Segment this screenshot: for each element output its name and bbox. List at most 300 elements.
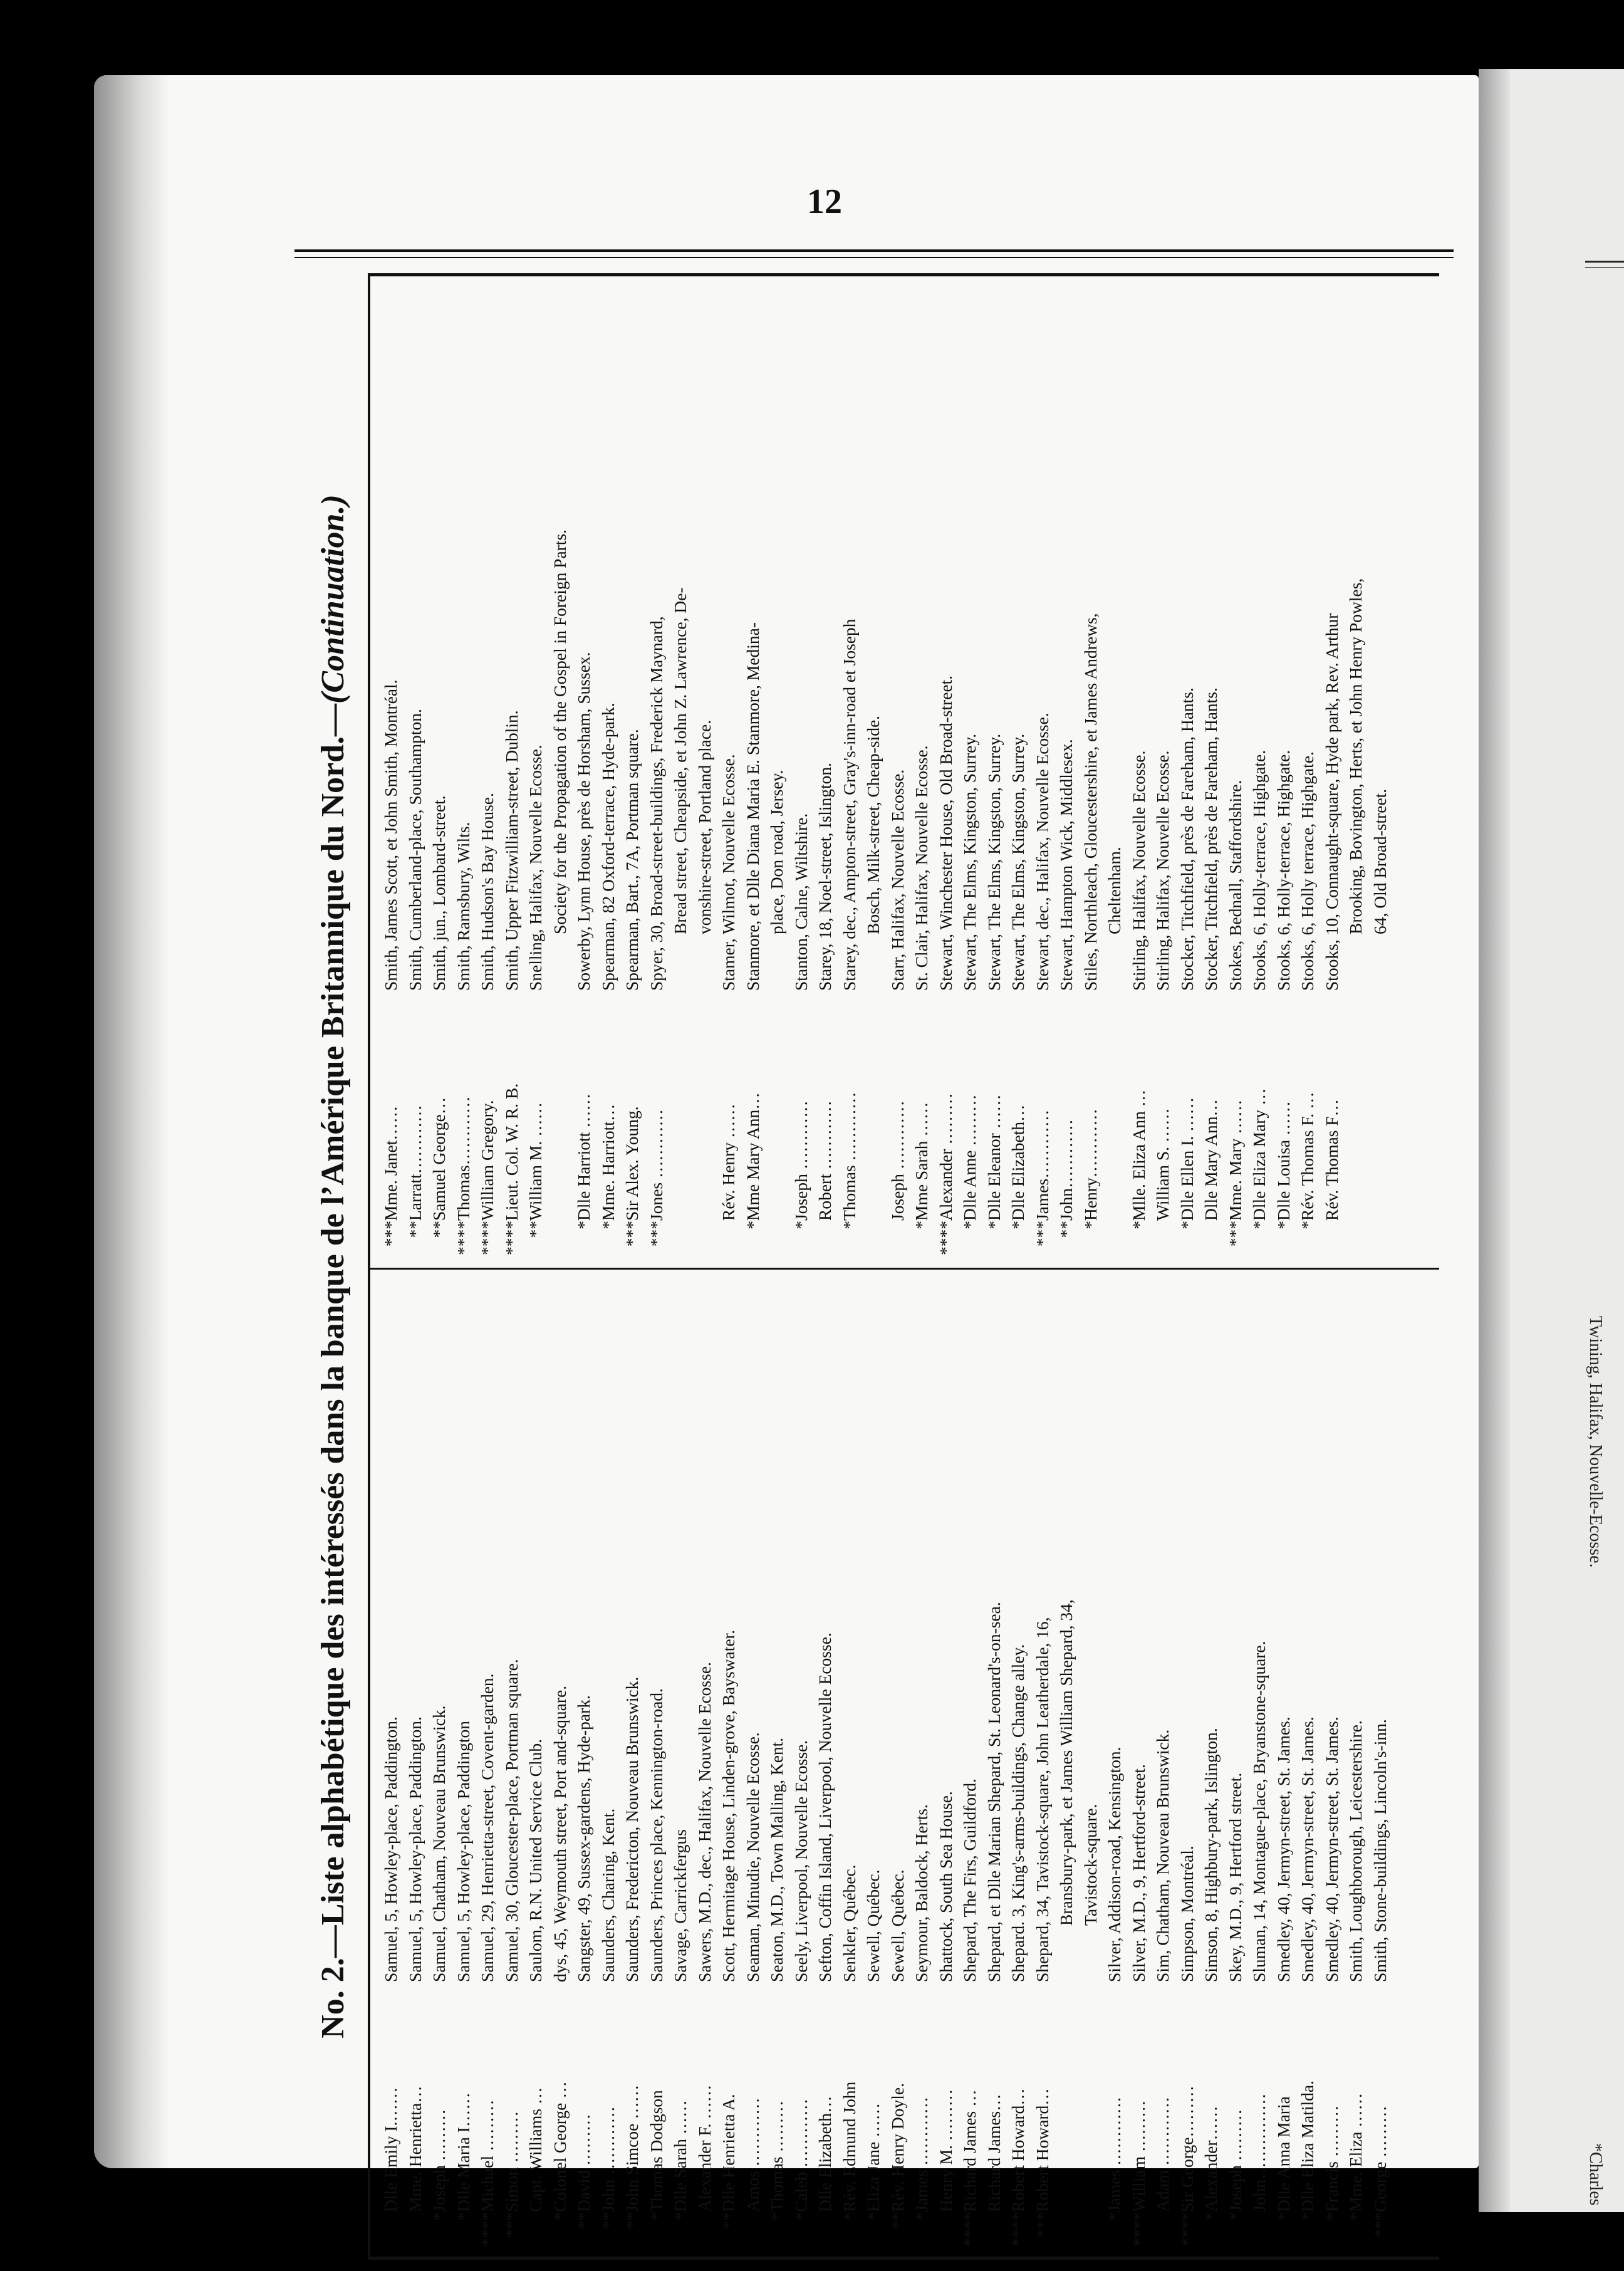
share-stars: ***	[1370, 2212, 1390, 2238]
list-item	[1031, 279, 1055, 1257]
share-stars: ***	[1032, 1221, 1052, 1247]
given-name: Samuel George…	[429, 1097, 449, 1221]
list-item	[596, 279, 621, 1257]
share-stars: ***	[381, 1221, 400, 1247]
entry-address: Stiles, Northleach, Gloucestershire, et James Andrews,	[1080, 613, 1100, 991]
given-name: Mme. Mary ……	[1225, 1099, 1245, 1221]
given-name: James …………	[912, 2096, 931, 2212]
list-item	[1320, 279, 1345, 1257]
entry-address: Stewart, Winchester House, Old Broad-street.	[935, 675, 955, 991]
entry-name	[958, 1982, 982, 2248]
entry-address: Saunders, Charing, Kent.	[598, 1808, 618, 1982]
entry-name	[1296, 991, 1320, 1257]
list-item	[958, 1271, 982, 2248]
list-item	[910, 1271, 934, 2248]
entry-name	[1031, 991, 1055, 1257]
adjacent-page	[1510, 69, 1624, 2212]
share-stars: *	[1346, 2212, 1365, 2221]
list-item	[1127, 279, 1152, 1257]
share-stars: **	[429, 1221, 449, 1238]
entry-address: Silver, M.D., 9, Hertford-street.	[1128, 1764, 1148, 1982]
table-left-rule	[368, 2257, 1439, 2260]
entry-name	[693, 991, 717, 1257]
given-name: William ………	[1128, 2100, 1148, 2212]
list-item	[1054, 1271, 1079, 2248]
list-item	[1320, 1271, 1345, 2248]
entry-name	[1247, 1982, 1272, 2248]
entry-name	[934, 991, 959, 1257]
list-item	[741, 279, 766, 1257]
entry-name	[524, 991, 548, 1257]
entry-address: Smedley, 40, Jermyn-street, St. James.	[1298, 1716, 1317, 1982]
entry-address: Stocker, Titchfield, près de Fareham, Hants.	[1177, 687, 1197, 991]
list-item	[669, 279, 693, 1257]
given-name: Mme. Henrietta…	[405, 2086, 425, 2212]
header-rule	[294, 249, 1454, 258]
entry-address: Tavistock-square.	[1080, 1804, 1100, 1926]
entry-address: place, Don road, Jersey.	[767, 770, 786, 934]
entry-name	[813, 1982, 838, 2248]
entry-address: Sefton, Coffin Island, Liverpool, Nouvelle Ecosse.	[815, 1632, 835, 1982]
given-name: Rév. Henry ……	[719, 1104, 738, 1221]
entry-name	[427, 991, 452, 1257]
entry-address: Shepard. 3, King's-arms-buildings, Change alley.	[1008, 1644, 1028, 1982]
entry-name	[1006, 991, 1031, 1257]
entry-address: Starey, dec., Ampton-street, Gray's-inn-road et Joseph	[839, 619, 859, 991]
entry-address: Sewell, Québec.	[863, 1869, 883, 1982]
entry-name	[765, 1982, 789, 2248]
entry-name	[934, 1982, 959, 2248]
entry-address: Brooking, Bovington, Herts, et John Henry Powles,	[1346, 578, 1365, 934]
list-item	[838, 1271, 862, 2248]
entry-address: Silver, Addison-road, Kensington.	[1105, 1746, 1124, 1982]
entry-name	[1175, 991, 1200, 1257]
share-stars: *	[767, 2212, 786, 2221]
list-item	[596, 1271, 621, 2248]
entry-name	[1272, 1982, 1296, 2248]
share-stars: ****	[1128, 2212, 1148, 2247]
share-stars: **	[1056, 1221, 1076, 1238]
entry-name	[452, 1982, 476, 2248]
list-item	[741, 1271, 766, 2248]
left-column	[379, 1271, 1392, 2248]
given-name: Lieut. Col. W. R. B.	[501, 1083, 521, 1221]
entry-name	[452, 991, 476, 1257]
share-stars: **	[405, 1221, 425, 1238]
share-stars: *	[1273, 2212, 1293, 2221]
list-item	[1368, 279, 1393, 1257]
list-item	[1006, 1271, 1031, 2248]
entry-name	[1320, 1982, 1345, 2248]
share-stars: *	[839, 2212, 859, 2221]
entry-address: Starey, 18, Noel-street, Islington.	[815, 762, 835, 991]
given-name: Dlle Elizabeth…	[815, 2096, 835, 2212]
entry-name	[1199, 1982, 1224, 2248]
entry-address: Spearman, 82 Oxford-terrace, Hyde-park.	[598, 702, 618, 991]
share-stars: *	[1273, 1221, 1293, 1229]
given-name: Alexander F. ……	[694, 2084, 714, 2212]
entry-address: 64, Old Broad-street.	[1370, 788, 1390, 934]
entry-name	[1151, 1982, 1175, 2248]
entry-name	[910, 1982, 934, 2248]
entry-address: Smith, Loughborough, Leicestershire.	[1346, 1720, 1365, 1982]
list-item	[717, 1271, 741, 2248]
given-name: Dlle Louisa ……	[1273, 1101, 1293, 1221]
entry-address: Smith, jun., Lombard-street.	[429, 795, 449, 991]
entry-address: Stewart, The Elms, Kingston, Surrey.	[1008, 733, 1028, 991]
entry-name	[1054, 1982, 1079, 2248]
entry-name	[1103, 991, 1127, 1257]
list-item	[1344, 279, 1368, 1257]
entry-name	[1127, 1982, 1152, 2248]
entry-name	[789, 1982, 814, 2248]
given-name: Richard James…	[984, 2094, 1004, 2212]
entry-name	[838, 1982, 862, 2248]
list-item	[813, 1271, 838, 2248]
entry-name	[427, 1982, 452, 2248]
given-name: Thomas ………	[767, 2101, 786, 2212]
share-stars: **	[526, 1221, 545, 1238]
share-stars: *	[574, 1221, 593, 1229]
entry-name	[1079, 1982, 1103, 2248]
entry-address: Stewart, Hampton Wick, Middlesex.	[1056, 739, 1076, 991]
entry-address: Stocker, Titchfield, près de Fareham, Hants.	[1201, 687, 1221, 991]
share-stars: ****	[477, 2212, 497, 2247]
share-stars: *	[912, 1221, 931, 1229]
entry-name	[1103, 1982, 1127, 2248]
share-stars: **	[719, 2212, 738, 2230]
entry-address: Samuel, 30, Gloucester-place, Portman square.	[501, 1659, 521, 1982]
list-item	[500, 1271, 524, 2248]
share-stars: *	[1249, 1221, 1269, 1229]
entry-name	[572, 1982, 596, 2248]
given-name: Alexander……	[1201, 2106, 1221, 2212]
given-name: Larratt…………	[405, 1105, 425, 1221]
list-item	[1199, 1271, 1224, 2248]
entry-address: Simson, 8, Highbury-park, Islington.	[1201, 1728, 1221, 1982]
list-item	[379, 279, 403, 1257]
entry-address: Scott, Hermitage House, Linden-grove, Bayswater.	[719, 1629, 738, 1982]
list-item	[1151, 279, 1175, 1257]
entry-address: Smedley, 40, Jermyn-street, St. James.	[1321, 1716, 1341, 1982]
list-item	[1151, 1271, 1175, 2248]
share-stars: *	[1321, 2212, 1341, 2221]
list-item	[1272, 279, 1296, 1257]
title-continuation: (Continuation.)	[315, 494, 351, 704]
entry-name	[645, 1982, 669, 2248]
given-name: Henry…………	[1080, 1109, 1100, 1221]
entry-name	[765, 991, 789, 1257]
list-item	[403, 279, 428, 1257]
list-item	[886, 279, 910, 1257]
entry-name	[1224, 991, 1248, 1257]
entry-name	[1127, 991, 1152, 1257]
given-name: George ………	[1370, 2106, 1390, 2212]
list-item	[1175, 1271, 1200, 2248]
share-stars: *	[742, 1221, 763, 1229]
given-name: Mme. Eliza ……	[1346, 2092, 1365, 2212]
entry-address: Smith, James Scott, et John Smith, Montréal.	[381, 679, 400, 991]
list-item	[1079, 279, 1103, 1257]
given-name: William M. ……	[526, 1102, 545, 1221]
given-name: Mme. Harriott…	[598, 1104, 618, 1221]
list-item	[1103, 1271, 1127, 2248]
given-name: Alexander ………	[935, 1093, 955, 1221]
given-name: Rév. Thomas F…	[1321, 1099, 1341, 1221]
entry-address: Shattock, South Sea House.	[935, 1791, 955, 1982]
entry-address: Smith, Stone-buildings, Lincoln's-inn.	[1370, 1719, 1390, 1982]
share-stars: **	[887, 2212, 907, 2230]
given-name: Eliza Jane ……	[863, 2102, 883, 2212]
share-stars: ***	[501, 2212, 521, 2238]
entry-name	[1272, 991, 1296, 1257]
given-name: Dlle Harriott ……	[574, 1093, 593, 1221]
list-item	[620, 279, 645, 1257]
share-stars: *	[1201, 2212, 1221, 2221]
share-stars: *	[839, 1221, 859, 1229]
entry-name	[1296, 1982, 1320, 2248]
entry-name	[645, 991, 669, 1257]
entry-name	[693, 1982, 717, 2248]
share-stars: *	[1298, 2212, 1317, 2221]
entry-address: Bosch, Milk-street, Cheap-side.	[863, 715, 883, 934]
list-item	[476, 279, 500, 1257]
list-item	[789, 279, 814, 1257]
adjacent-page-text: Twining, Halifax, Nouvelle-Ecosse.	[1586, 1316, 1605, 1568]
share-stars: *	[960, 1221, 979, 1229]
entry-address: Stokes, Bednall, Staffordshire.	[1225, 780, 1245, 991]
entry-address: Stewart, The Elms, Kingston, Surrey.	[984, 733, 1004, 991]
list-item	[693, 1271, 717, 2248]
list-item	[548, 279, 573, 1257]
list-item	[765, 1271, 789, 2248]
share-stars: *	[670, 2212, 690, 2221]
adjacent-page-rule	[1585, 261, 1624, 268]
entry-address: Shepard, et Dlle Marian Shepard, St. Leonard's-on-sea.	[984, 1602, 1004, 1982]
share-stars: *	[549, 2212, 570, 2221]
entry-address: Bread street, Cheapside, et John Z. Lawrence, De-	[670, 587, 690, 934]
share-stars: ****	[477, 1221, 497, 1255]
list-item	[861, 1271, 886, 2248]
right-column	[379, 279, 1392, 1257]
list-item	[452, 279, 476, 1257]
entry-address: Stewart, The Elms, Kingston, Surrey.	[960, 733, 979, 991]
column-divider	[370, 1268, 1439, 1270]
adjacent-page-text-2: *Charles	[1586, 2143, 1605, 2206]
entry-address: Cheltenham.	[1105, 847, 1124, 934]
given-name: Rév. Edmund John	[839, 2081, 859, 2212]
entry-address: Bransbury-park, et James William Shepard, 34,	[1056, 1599, 1076, 1926]
entry-name	[500, 1982, 524, 2248]
entry-name	[886, 1982, 910, 2248]
list-item	[1224, 279, 1248, 1257]
given-name: Joseph …………	[887, 1100, 907, 1221]
entry-name	[572, 991, 596, 1257]
entry-name	[1368, 1982, 1393, 2248]
entry-address: Samuel, 5, Howley-place, Paddington.	[405, 1716, 425, 1982]
list-item	[1296, 279, 1320, 1257]
list-item	[1368, 1271, 1393, 2248]
given-name: Francis ………	[1321, 2105, 1341, 2212]
entry-address: Sluman, 14, Montague-place, Bryanstone-square.	[1249, 1641, 1269, 1982]
share-stars: *	[1128, 1221, 1148, 1229]
given-name: Amos …………	[742, 2097, 763, 2212]
list-item	[982, 1271, 1007, 2248]
entry-address: Seely, Liverpool, Nouvelle Ecosse.	[791, 1740, 811, 1982]
given-name: Dlle Sarah ……	[670, 2100, 690, 2212]
entry-name	[982, 991, 1007, 1257]
given-name: Dlle Mary Ann…	[1201, 1099, 1221, 1221]
entry-name	[379, 991, 403, 1257]
entry-name	[717, 991, 741, 1257]
given-name: John……………	[1249, 2093, 1269, 2212]
share-stars: *	[646, 2212, 666, 2221]
entry-name	[861, 991, 886, 1257]
entry-address: Samuel, 5, Howley-place, Paddington.	[381, 1716, 400, 1982]
entry-name	[596, 1982, 621, 2248]
list-item	[524, 1271, 548, 2248]
list-item	[934, 279, 959, 1257]
list-item	[1175, 279, 1200, 1257]
entry-address: Shepard, 34, Tavistock-square, John Leatherdale, 16,	[1032, 1617, 1052, 1982]
entry-name	[1151, 991, 1175, 1257]
share-stars: ***	[646, 1221, 666, 1247]
given-name: William S. ……	[1153, 1108, 1172, 1221]
entry-address: vonshire-street, Portland place.	[694, 719, 714, 934]
entry-address: Smith, Hudson's Bay House.	[477, 793, 497, 991]
rotated-table	[305, 273, 1452, 2260]
adjacent-page-edge	[1479, 69, 1510, 2212]
entry-address: Stooks, 10, Connaught-square, Hyde park, Rev. Arthur	[1321, 613, 1341, 991]
entry-address: Stooks, 6, Holly-terrace, Highgate.	[1249, 749, 1269, 991]
share-stars: *	[984, 1221, 1004, 1229]
entry-name	[403, 1982, 428, 2248]
given-name: Joseph ………	[429, 2109, 449, 2212]
list-item	[1272, 1271, 1296, 2248]
entry-address: Saulom, R.N. United Service Club.	[526, 1738, 545, 1982]
given-name: Jones …………	[646, 1109, 666, 1221]
given-name: Thomas …………	[839, 1092, 859, 1221]
given-name: Sir George………	[1177, 2086, 1197, 2212]
given-name: Robert …………	[815, 1100, 835, 1221]
share-stars: *	[1225, 2212, 1245, 2221]
table-right-rule	[368, 273, 1439, 276]
given-name: Rév. Thomas F. …	[1298, 1092, 1317, 1221]
given-name: Dlle Maria I……	[453, 2092, 473, 2212]
given-name: Dlle Emily I.……	[381, 2087, 400, 2212]
entry-address: Samuel, 29, Henrietta-street, Covent-garden.	[477, 1673, 497, 1982]
list-item	[572, 1271, 596, 2248]
entry-name	[476, 1982, 500, 2248]
given-name: John …………	[598, 2106, 618, 2212]
list-item	[910, 279, 934, 1257]
share-stars: ****	[1008, 2212, 1028, 2247]
entry-name	[789, 991, 814, 1257]
entry-address: Snelling, Halifax, Nouvelle Ecosse.	[526, 744, 545, 991]
entry-name	[1079, 991, 1103, 1257]
entry-name	[1320, 991, 1345, 1257]
list-item	[524, 279, 548, 1257]
given-name: Dlle Anne ………	[960, 1094, 979, 1221]
given-name: Dlle Eleanor ……	[984, 1094, 1004, 1221]
entry-address: Sim, Chatham, Nouveau Brunswick.	[1153, 1729, 1172, 1982]
list-item	[1127, 1271, 1152, 2248]
list-item	[1247, 279, 1272, 1257]
given-name: Thomas…………	[453, 1096, 473, 1221]
given-name: Michael ………	[477, 2099, 497, 2212]
entry-address: Smith, Ramsbury, Wilts.	[453, 822, 473, 991]
list-item	[669, 1271, 693, 2248]
list-item	[427, 279, 452, 1257]
given-name: Mlle. Eliza Ann …	[1128, 1089, 1148, 1221]
entry-name	[958, 991, 982, 1257]
entry-name	[403, 991, 428, 1257]
entry-address: Stanmore, et Dlle Diana Maria E. Stanmore, Medina-	[742, 622, 763, 991]
list-item	[934, 1271, 959, 2248]
entry-name	[1344, 1982, 1368, 2248]
entry-address: Senkler, Québec.	[839, 1864, 859, 1982]
share-stars: ****	[453, 1221, 473, 1255]
entry-name	[1368, 991, 1393, 1257]
given-name: John…………	[1056, 1119, 1076, 1221]
given-name: James …………	[1105, 2096, 1124, 2212]
share-stars: *	[598, 1221, 618, 1229]
entry-address: Smith, Cumberland-place, Southampton.	[405, 709, 425, 991]
list-item	[379, 1271, 403, 2248]
given-name: Mme Mary Ann…	[742, 1092, 763, 1221]
entry-address: Seymour, Baldock, Herts.	[912, 1804, 931, 1982]
list-item	[958, 279, 982, 1257]
entry-name	[838, 991, 862, 1257]
share-stars: *	[1177, 1221, 1197, 1229]
given-name: John Simcoe ……	[622, 2084, 642, 2212]
given-name: Dlle Anna Maria	[1273, 2096, 1293, 2212]
entry-name	[741, 991, 766, 1257]
entry-name	[982, 1982, 1007, 2248]
share-stars: ****	[1177, 2212, 1197, 2247]
entry-name	[1006, 1982, 1031, 2248]
entry-name	[1054, 991, 1079, 1257]
list-item	[1199, 279, 1224, 1257]
entry-name	[1031, 1982, 1055, 2248]
entry-address: Stirling, Halifax, Nouvelle Ecosse.	[1128, 750, 1148, 991]
given-name: Mme. Janet……	[381, 1105, 400, 1221]
given-name: William Gregory.	[477, 1100, 497, 1221]
given-name: Dlle Elizabeth…	[1008, 1104, 1028, 1221]
given-name: Dlle Eliza Matilda.	[1298, 2080, 1317, 2212]
share-stars: *	[791, 1221, 811, 1229]
entry-name	[620, 991, 645, 1257]
entry-address: Stooks, 6, Holly-terrace, Highgate.	[1273, 749, 1293, 991]
share-stars: ****	[501, 1221, 521, 1255]
entry-address: Sangster, 49, Sussex-gardens, Hyde-park.	[574, 1695, 593, 1982]
list-item	[982, 279, 1007, 1257]
entry-name	[741, 1982, 766, 2248]
share-stars: **	[574, 2212, 593, 2230]
entry-address: Spearman, Bart., 7A, Portman square.	[622, 729, 642, 991]
list-item	[838, 279, 862, 1257]
given-name: Thomas Dodgson	[646, 2090, 666, 2212]
given-name: Dlle Henrietta A.	[719, 2094, 738, 2212]
given-name: Sir Alex. Young.	[622, 1106, 642, 1221]
share-stars: ****	[960, 2212, 979, 2247]
entry-name	[1199, 991, 1224, 1257]
list-item	[1344, 1271, 1368, 2248]
entry-name	[717, 1982, 741, 2248]
list-item	[1296, 1271, 1320, 2248]
list-item	[1054, 279, 1079, 1257]
given-name: Capt. Williams …	[526, 2087, 545, 2212]
